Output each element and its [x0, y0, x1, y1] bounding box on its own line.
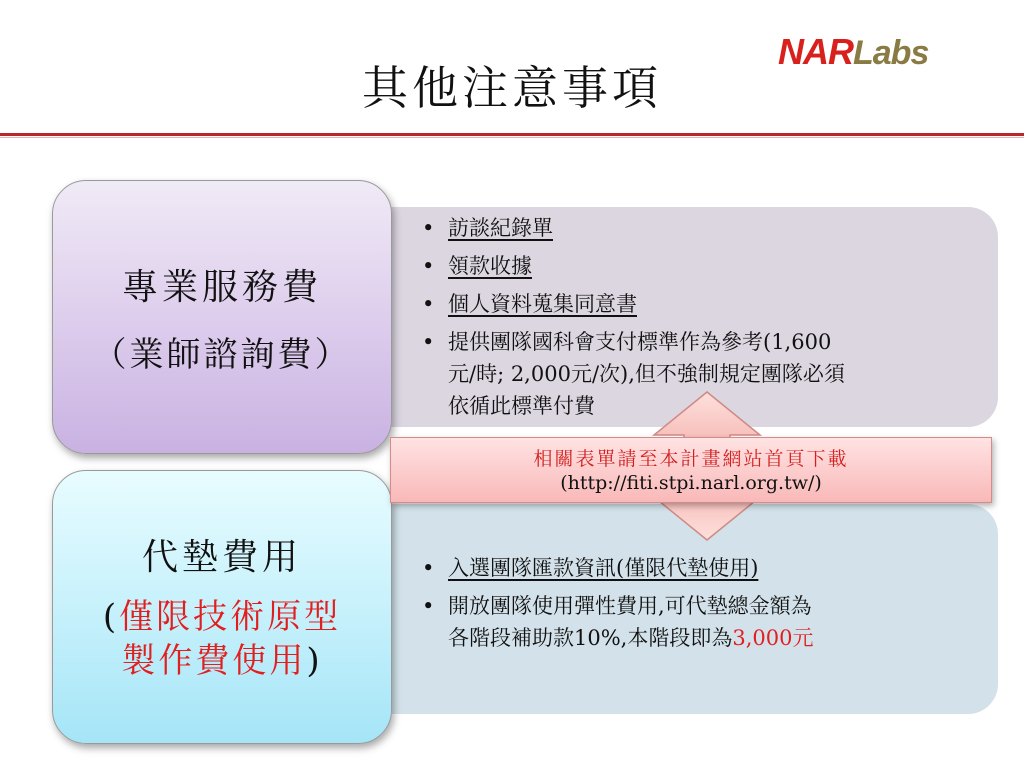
amount-highlight: 3,000元 — [732, 626, 814, 650]
download-note-text: 相關表單請至本計畫網站首頁下載 — [533, 448, 849, 470]
logo-text-labs: Labs — [853, 34, 929, 72]
section-1-subheading: （業師諮詢費） — [92, 335, 352, 375]
section-2-heading: 代墊費用 — [141, 537, 302, 578]
download-url[interactable]: (http://fiti.stpi.narl.org.tw/) — [560, 472, 822, 494]
list-item: • 訪談紀錄單 — [420, 212, 980, 244]
list-item: • 開放團隊使用彈性費用,可代墊總金額為 各階段補助款10%,本階段即為3,000元 — [420, 590, 980, 654]
section-2-bullet-list — [420, 552, 980, 660]
bullet-icon: • — [422, 330, 435, 354]
bullet-icon: • — [422, 292, 435, 316]
section-1-label-box — [52, 180, 392, 454]
download-note — [390, 437, 992, 503]
logo-text-nar: NAR — [778, 31, 853, 72]
title-divider-shadow — [0, 137, 1024, 138]
bullet-icon: • — [422, 556, 435, 580]
list-item: • 入選團隊匯款資訊(僅限代墊使用) — [420, 552, 980, 584]
bullet-icon: • — [422, 216, 435, 240]
section-2-subheading: (僅限技術原型 製作費使用) — [102, 597, 342, 681]
list-item: • 提供團隊國科會支付標準作為參考(1,600 元/時; 2,000元/次),但不強制規定團隊必須 依循此標準付費 — [420, 326, 980, 422]
page-title: 其他注意事項 — [362, 61, 662, 115]
bullet-icon: • — [422, 254, 435, 278]
narlabs-logo — [778, 30, 968, 74]
list-item: • 領款收據 — [420, 250, 980, 282]
section-1-heading: 專業服務費 — [121, 267, 322, 308]
bullet-icon: • — [422, 594, 435, 618]
list-item: • 個人資料蒐集同意書 — [420, 288, 980, 320]
section-2-label-box — [52, 470, 392, 744]
title-divider — [0, 133, 1024, 136]
